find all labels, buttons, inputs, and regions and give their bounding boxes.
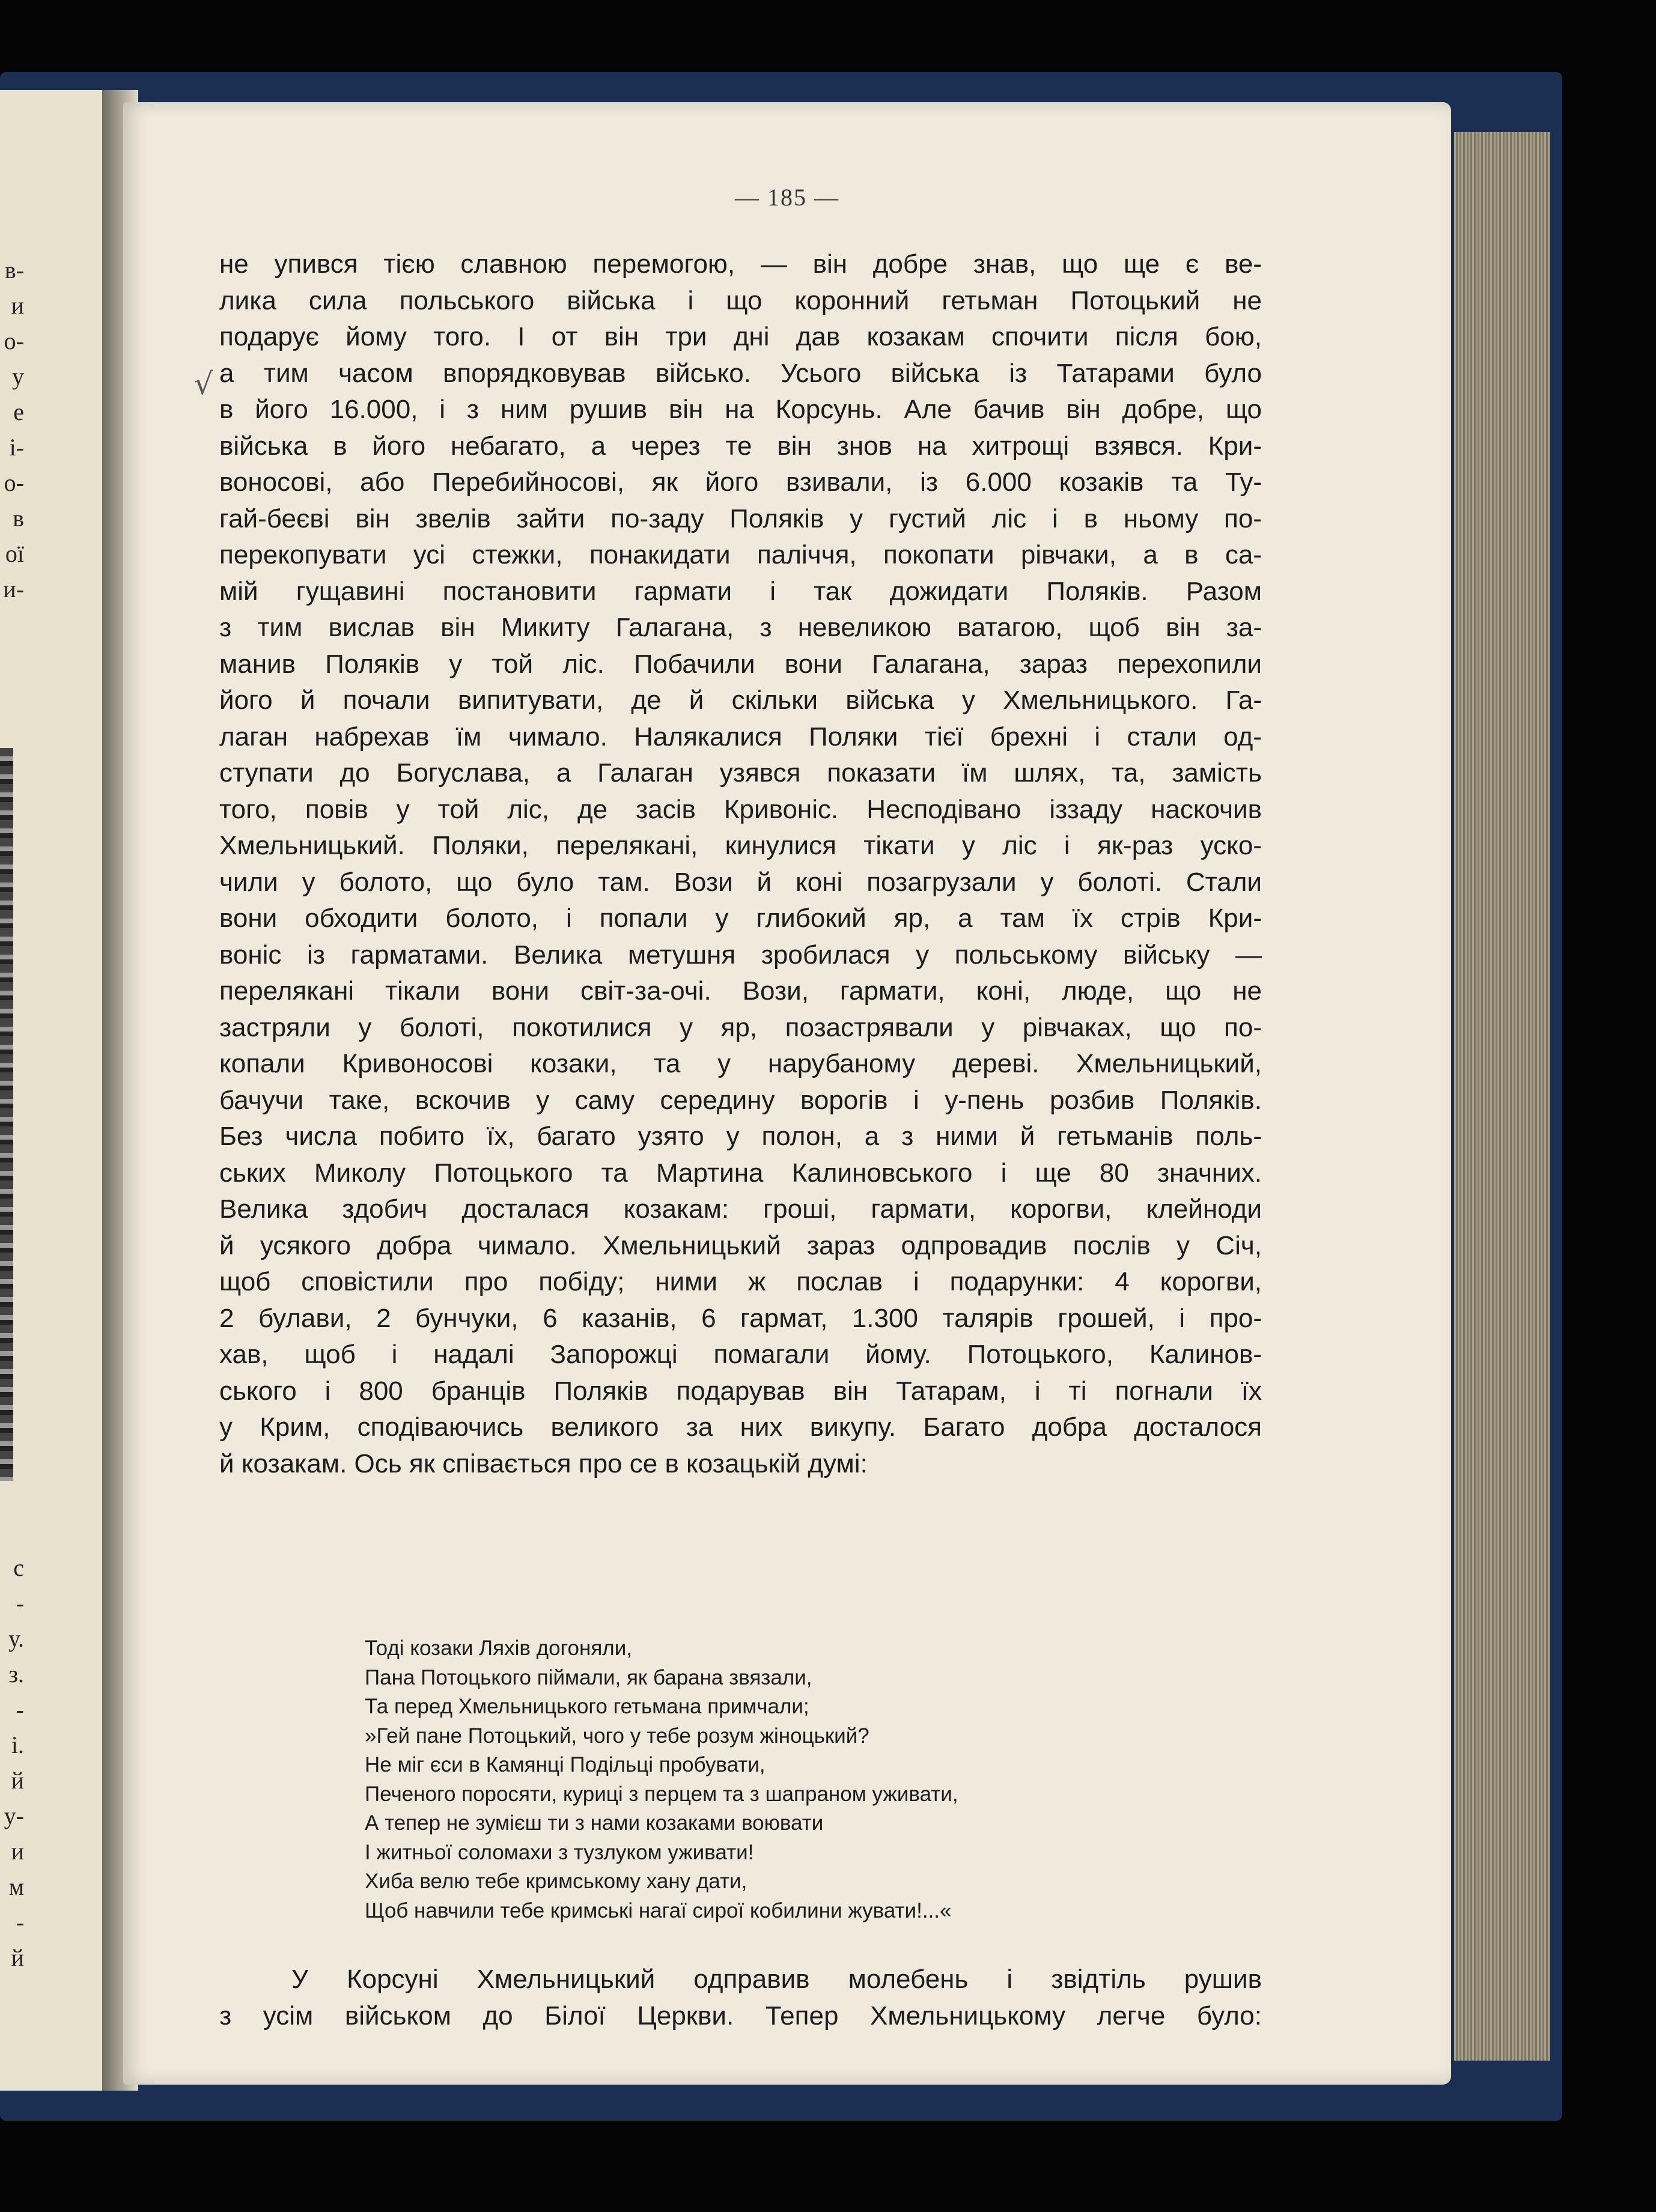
- text-fragment: у: [12, 363, 24, 390]
- poem-line: Хиба велю тебе кримському хану дати,: [365, 1870, 747, 1893]
- text-line: копали Кривоносові козаки, та у нарубаному дереві. Хмельницький,: [219, 1049, 1262, 1078]
- closing-paragraph: [219, 1961, 1262, 2034]
- text-line: й усякого добра чимало. Хмельницький зараз одпровадив послів у Січ,: [219, 1230, 1262, 1260]
- text-line: хав, щоб і надалі Запорожці помагали йому. Потоцького, Калинов-: [219, 1340, 1262, 1369]
- text-line: 2 булави, 2 бунчуки, 6 казанів, 6 гармат, 1.300 талярів грошей, і про-: [219, 1303, 1262, 1333]
- text-line: а тим часом впорядковував військо. Усього війська із Татарами було: [219, 358, 1262, 388]
- poem-line: Тоді козаки Ляхів догоняли,: [365, 1636, 632, 1660]
- text-line: Без числа побито їх, багато узято у полон, а з ними й гетьманів поль-: [219, 1122, 1262, 1151]
- pencil-check-mark: √: [194, 366, 213, 401]
- text-line: гай-беєві він звелів зайти по-заду Поляків у густий ліс і в ньому по-: [219, 503, 1262, 533]
- text-line: його й почали випитувати, де й скільки війська у Хмельницького. Га-: [219, 685, 1262, 715]
- text-fragment: о-: [4, 469, 24, 496]
- text-line: ського і 800 бранців Поляків подарував він Татарам, і ті погнали їх: [219, 1376, 1262, 1406]
- text-line: не упився тією славною перемогою, — він добре знав, що ще є ве-: [219, 249, 1262, 279]
- text-line: воніс із гарматами. Велика метушня зробилася у польському війську —: [219, 940, 1262, 970]
- text-line: подарує йому того. І от він три дні дав козакам спочити після бою,: [219, 322, 1262, 351]
- text-fragment: -: [16, 1590, 24, 1617]
- text-line: лаган набрехав їм чимало. Налякалися Поляки тієї брехні і стали од-: [219, 722, 1262, 752]
- text-line: перелякані тікали вони світ-за-очі. Вози, гармати, коні, люде, що не: [219, 976, 1262, 1006]
- poem-line: Та перед Хмельницького гетьмана примчали;: [365, 1695, 809, 1718]
- text-fragment: й: [11, 1767, 24, 1794]
- text-line: застряли у болоті, покотилися у яр, позастрявали у рівчаках, що по-: [219, 1012, 1262, 1042]
- main-text: [219, 246, 1262, 1482]
- text-line: У Корсуні Хмельницький одправив молебень і звідтіль рушив: [291, 1964, 1262, 1994]
- text-line: мій гущавині постановити гармати і так дожидати Поляків. Разом: [219, 576, 1262, 606]
- poem-line: Не міг єси в Камянці Подільці пробувати,: [365, 1753, 766, 1776]
- text-line: з тим вислав він Микиту Галагана, з невеликою ватагою, щоб він за-: [219, 613, 1262, 642]
- text-fragment: и: [11, 1838, 24, 1865]
- text-line: воносові, або Перебийносові, як його взивали, із 6.000 козаків та Ту-: [219, 467, 1262, 497]
- text-fragment: е: [13, 398, 24, 425]
- text-fragment: и-: [3, 576, 24, 603]
- text-fragment: м: [8, 1873, 24, 1900]
- book-page: [123, 102, 1451, 2085]
- text-fragment: в: [13, 505, 24, 532]
- text-line: війська в його небагато, а через те він знов на хитрощі взявся. Кри-: [219, 431, 1262, 461]
- text-line: Велика здобич досталася козакам: гроші, гармати, корогви, клейноди: [219, 1194, 1262, 1224]
- text-line: Хмельницький. Поляки, перелякані, кинулися тікати у ліс і як-раз уско-: [219, 831, 1262, 860]
- text-line: з усім військом до Білої Церкви. Тепер Хмельницькому легче було:: [219, 2001, 1262, 2031]
- text-fragment: і.: [11, 1731, 24, 1758]
- text-line: у Крим, сподіваючись великого за них викупу. Багато добра досталося: [219, 1412, 1262, 1442]
- poem-line: Печеного поросяти, куриці з перцем та з шапраном уживати,: [365, 1782, 958, 1806]
- text-fragment: й: [11, 1944, 24, 1971]
- text-fragment: -: [16, 1696, 24, 1723]
- page-edges: [1454, 132, 1550, 2061]
- page-number: — 185 —: [735, 184, 839, 211]
- text-line: перекопувати усі стежки, понакидати паліччя, покопати рівчаки, а в са-: [219, 540, 1262, 570]
- text-fragment: в-: [4, 257, 24, 284]
- poem-line: Пана Потоцького піймали, як барана звязали,: [365, 1665, 812, 1689]
- text-line: манив Поляків у той ліс. Побачили вони Галагана, зараз перехопили: [219, 649, 1262, 679]
- text-line: чили у болото, що було там. Вози й коні позагрузали у болоті. Стали: [219, 867, 1262, 897]
- text-line: щоб сповістили про побіду; ними ж послав і подарунки: 4 корогви,: [219, 1267, 1262, 1296]
- text-line: в його 16.000, і з ним рушив він на Корсунь. Але бачив він добре, що: [219, 395, 1262, 424]
- text-fragment: ої: [5, 540, 24, 567]
- text-fragment: и: [11, 292, 24, 319]
- poem-line: А тепер не зумієш ти з нами козаками воювати: [365, 1811, 824, 1835]
- previous-page-text-bottom: [0, 1550, 36, 1975]
- text-line: ських Миколу Потоцького та Мартина Калиновського і ще 80 значних.: [219, 1158, 1262, 1188]
- text-fragment: у-: [4, 1802, 24, 1829]
- previous-page-text-top: [0, 252, 36, 607]
- text-fragment: з.: [8, 1661, 24, 1688]
- text-line: вони обходити болото, і попали у глибокий яр, а там їх стрів Кри-: [219, 904, 1262, 933]
- poem-line: »Гей пане Потоцький, чого у тебе розум жіноцький?: [365, 1724, 869, 1748]
- text-line: й козакам. Ось як співається про се в козацькій думі:: [219, 1448, 868, 1478]
- text-fragment: у.: [8, 1625, 24, 1652]
- text-line: лика сила польського війська і що коронний гетьман Потоцький не: [219, 285, 1262, 315]
- text-fragment: о-: [4, 327, 24, 354]
- text-line: ступати до Богуслава, а Галаган узявся показати їм шлях, та, замість: [219, 758, 1262, 788]
- photo-edge: [0, 748, 13, 1481]
- poem-line: І житньої соломахи з тузлуком уживати!: [365, 1840, 754, 1864]
- text-fragment: -: [16, 1909, 24, 1936]
- text-fragment: і-: [9, 434, 24, 461]
- text-line: бачучи таке, вскочив у саму середину ворогів і у-пень розбив Поляків.: [219, 1085, 1262, 1115]
- poem-line: Щоб навчили тебе кримські нагаї сирої кобилини жувати!...«: [365, 1898, 952, 1922]
- duma-quote: [365, 1634, 1278, 1925]
- text-line: того, повів у той ліс, де засів Кривоніс. Несподівано іззаду наскочив: [219, 794, 1262, 824]
- text-fragment: с: [13, 1554, 24, 1581]
